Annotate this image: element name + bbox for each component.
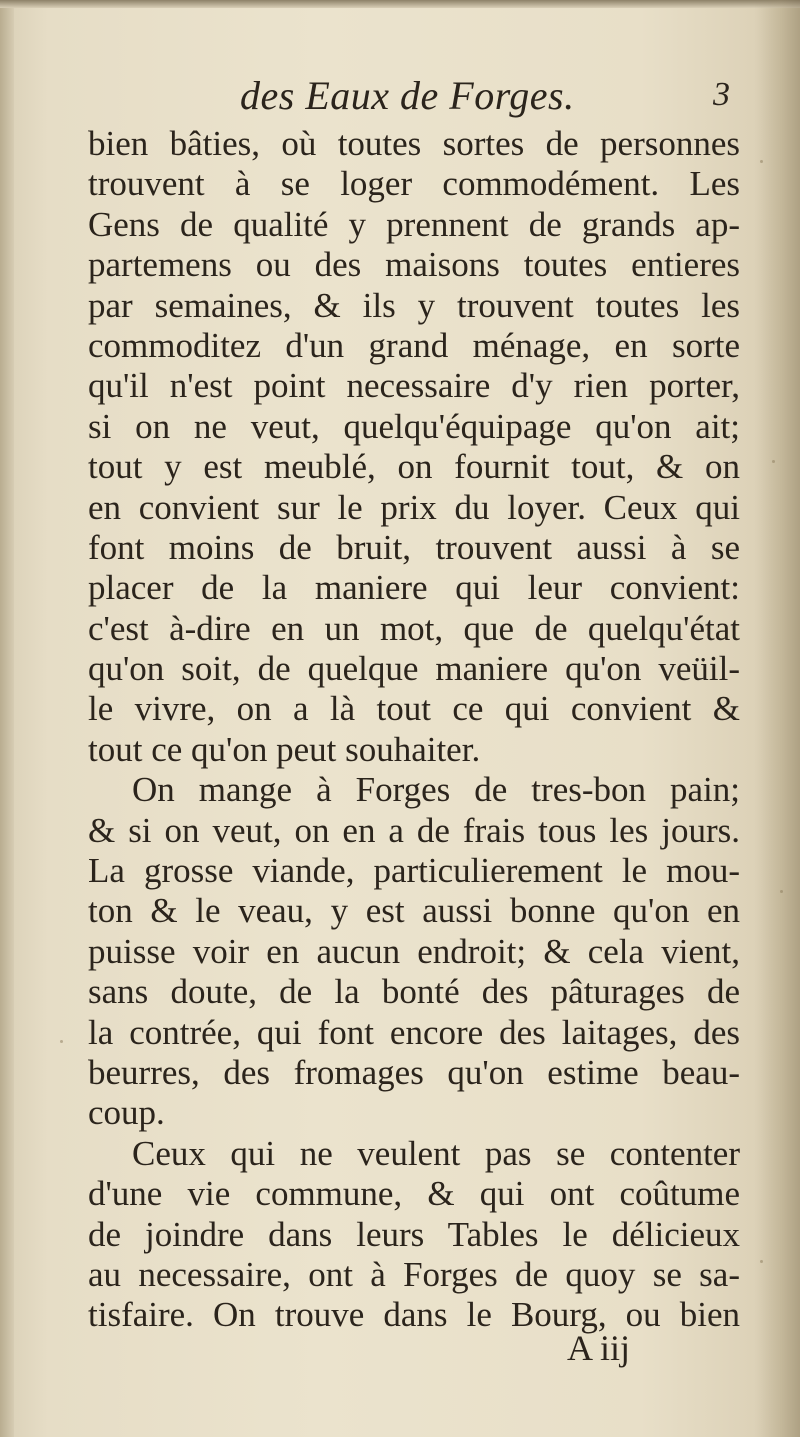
text-line: tout ce qu'on peut souhaiter.: [88, 729, 481, 769]
text-line: la contrée, qui font encore des laitages, des: [88, 1012, 740, 1052]
text-line: par semaines, & ils y trouvent toutes les: [88, 285, 740, 325]
text-line: sans doute, de la bonté des pâturages de: [88, 972, 740, 1012]
paper-speck: [60, 1040, 63, 1043]
text-line: Ceux qui ne veulent pas se contenter: [132, 1133, 740, 1173]
text-line: qu'il n'est point necessaire d'y rien porter,: [88, 366, 740, 406]
text-line: qu'on soit, de quelque maniere qu'on veüil-: [88, 649, 740, 689]
text-line: partemens ou des maisons toutes entieres: [88, 245, 740, 285]
text-line: & si on veut, on en a de frais tous les jours.: [88, 810, 740, 850]
page-right-edge: [754, 0, 800, 1437]
text-line: d'une vie commune, & qui ont coûtume: [88, 1174, 740, 1214]
page-number: 3: [713, 76, 730, 113]
text-line: puisse voir en aucun endroit; & cela vient,: [88, 931, 740, 971]
text-line: c'est à-dire en un mot, que de quelqu'état: [88, 608, 740, 648]
text-line: On mange à Forges de tres-bon pain;: [132, 770, 740, 810]
page-header: [90, 72, 740, 132]
text-line: Gens de qualité y prennent de grands ap-: [88, 204, 740, 244]
text-line: font moins de bruit, trouvent aussi à se: [88, 527, 740, 567]
body-text: [88, 124, 740, 1336]
paper-speck: [780, 890, 783, 893]
text-line: au necessaire, ont à Forges de quoy se sa-: [88, 1254, 740, 1294]
text-line: trouvent à se loger commodément. Les: [88, 164, 740, 204]
text-line: ton & le veau, y est aussi bonne qu'on en: [88, 891, 740, 931]
text-line: coup.: [88, 1093, 165, 1133]
text-line: en convient sur le prix du loyer. Ceux qui: [88, 487, 740, 527]
page-gutter-shadow: [0, 0, 14, 1437]
text-line: de joindre dans leurs Tables le délicieux: [88, 1214, 740, 1254]
signature-mark: A iij: [567, 1328, 631, 1368]
paper-speck: [760, 1260, 763, 1263]
text-line: beurres, des fromages qu'on estime beau-: [88, 1052, 740, 1092]
page-top-edge: [0, 0, 800, 8]
text-line: le vivre, on a là tout ce qui convient &: [88, 689, 740, 729]
text-line: tout y est meublé, on fournit tout, & on: [88, 447, 740, 487]
paper-speck: [760, 160, 763, 163]
text-line: tisfaire. On trouve dans le Bourg, ou bien: [88, 1295, 740, 1335]
text-line: placer de la maniere qui leur convient:: [88, 568, 740, 608]
running-head: des Eaux de Forges.: [240, 73, 575, 118]
text-line: La grosse viande, particulierement le mou-: [88, 851, 740, 891]
text-line: commoditez d'un grand ménage, en sorte: [88, 325, 740, 365]
text-line: si on ne veut, quelqu'équipage qu'on ait;: [88, 406, 740, 446]
paper-speck: [772, 460, 775, 463]
text-line: bien bâties, où toutes sortes de personnes: [88, 124, 740, 163]
